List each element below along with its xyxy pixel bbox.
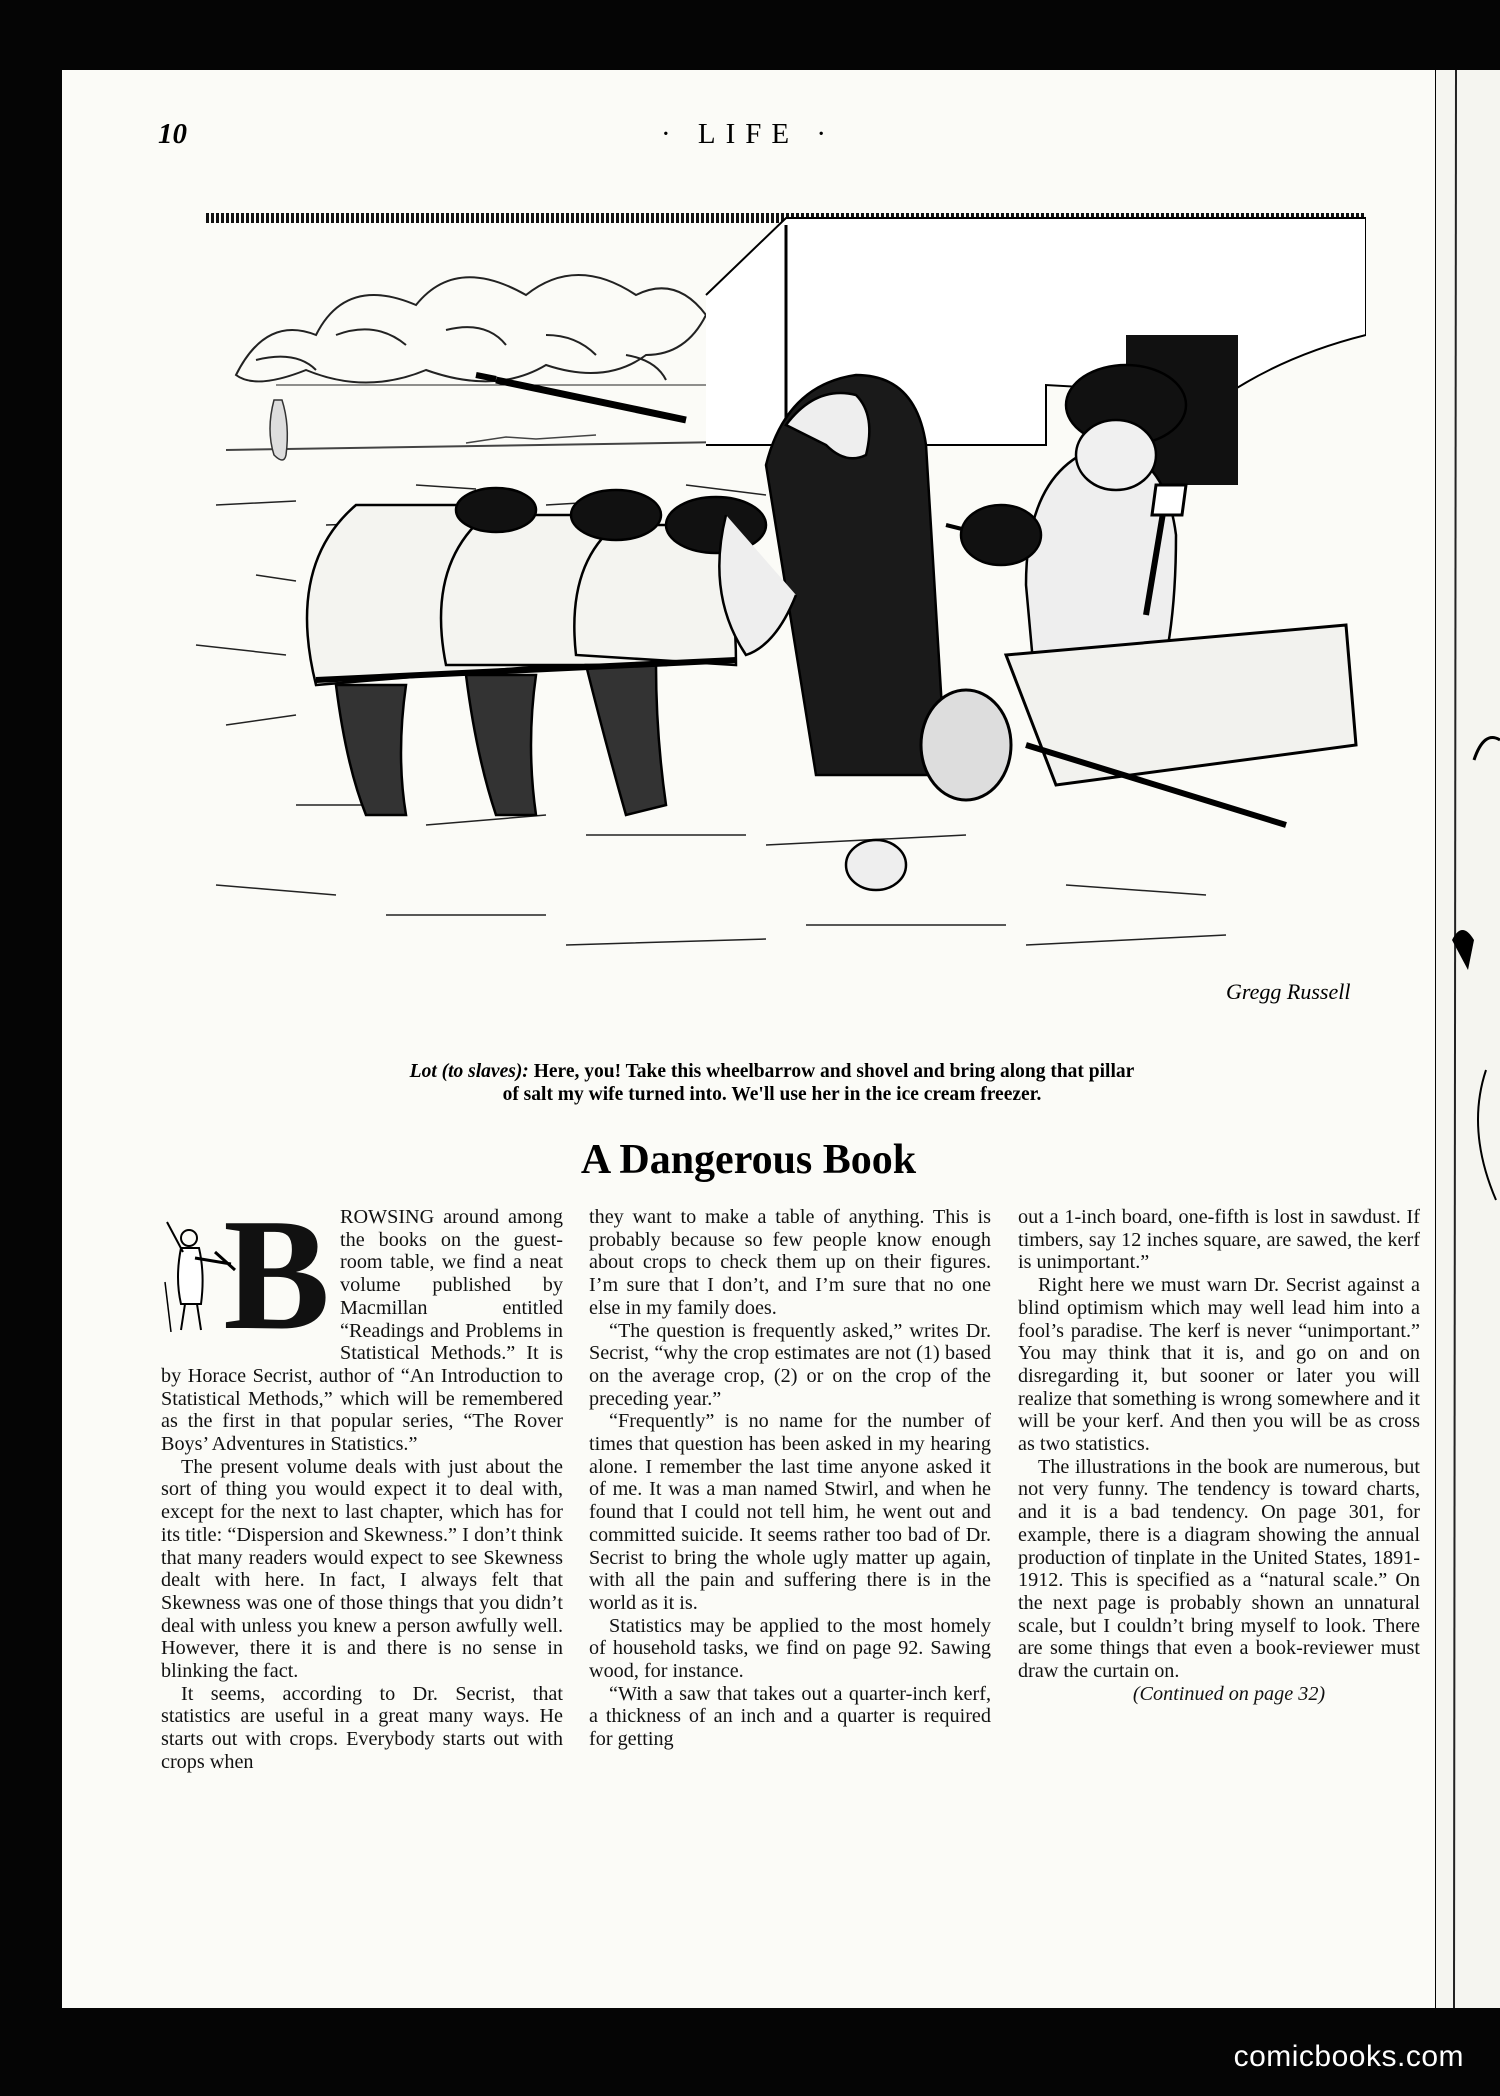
paragraph: “The question is frequently asked,” writes Dr. Secrist, “why the crop estimates are not (1) based on the average crop, (2) or on the crop of the preceding year.” bbox=[589, 1319, 991, 1410]
paragraph: Right here we must warn Dr. Secrist against a blind optimism which may well lead him into a fool’s paradise. The kerf is never “unimportant.” You may think that it is, and go on and on disregarding it, but sooner or later you will realize that something is wrong somewhere and it will be your kerf. And then you will be as cross as two statistics. bbox=[1018, 1274, 1420, 1456]
paragraph: ROWSING around among the books on the guest-room table, we find a neat volume published by Macmillan entitled “Readings and Problems in Statistical Methods.” It is by Horace Secrist, author of “An Introduction to Statistical Methods,” which will be remembered as the first in that popular series, “The Rover Boys’ Adventures in Statistics.” bbox=[161, 1206, 563, 1456]
page-number: 10 bbox=[158, 118, 187, 150]
article-title: A Dangerous Book bbox=[580, 1137, 917, 1183]
paragraph: “With a saw that takes out a quarter-inch kerf, a thickness of an inch and a quarter is required for getting bbox=[589, 1682, 991, 1751]
magazine-page bbox=[62, 70, 1435, 2008]
article-column-1 bbox=[161, 1185, 563, 1774]
slaves-drawing bbox=[307, 488, 766, 815]
adjacent-page-edge bbox=[1436, 70, 1500, 2008]
dropcap bbox=[159, 1185, 336, 1363]
running-title: · LIFE · bbox=[660, 118, 837, 150]
paragraph: It seems, according to Dr. Secrist, that statistics are useful in a great many ways. He starts out with crops. Everybody starts out with crops when bbox=[161, 1682, 563, 1773]
artist-signature: Gregg Russell bbox=[1226, 979, 1351, 1004]
caption-line-1: Here, you! Take this wheelbarrow and shovel and bring along that pillar bbox=[528, 1061, 1135, 1082]
site-watermark: comicbooks.com bbox=[1233, 2040, 1464, 2073]
caption-line-2: of salt my wife turned into. We'll use her in the ice cream freezer. bbox=[502, 1084, 1042, 1105]
paragraph: The illustrations in the book are numerous, but not very funny. The tendency is toward charts, and it is a bad tendency. On page 301, for example, there is a diagram showing the annual production of tinplate in the United States, 1891-1912. This is specified as a “natural scale.” On the next page is probably shown an unnatural scale, but I couldn’t bring myself to look. There are some things that even a book-reviewer must draw the curtain on. bbox=[1018, 1455, 1420, 1683]
cloud-drawing bbox=[236, 275, 706, 385]
paragraph: they want to make a table of anything. This is probably because so few people know enough about crops to check them up on their figures. I’m sure that I don’t, and I’m sure that no one else in my family does. bbox=[589, 1206, 991, 1319]
paragraph: out a 1-inch board, one-fifth is lost in sawdust. If timbers, say 12 inches square, are sawed, the kerf is unimportant.” bbox=[1018, 1206, 1420, 1274]
dropcap-letter: B bbox=[223, 1185, 330, 1363]
article-column-3 bbox=[1018, 1206, 1420, 1705]
cartoon-illustration bbox=[166, 185, 1366, 1035]
cartoon-caption bbox=[242, 1060, 1302, 1106]
continued-note: (Continued on page 32) bbox=[1132, 1682, 1326, 1705]
paragraph: Statistics may be applied to the most homely of household tasks, we find on page 92. Sawing wood, for instance. bbox=[589, 1614, 991, 1683]
paragraph: “Frequently” is no name for the number of times that question has been asked in my hearing alone. I remember the last time anyone asked it of me. It was a man named Stwirl, and when he found that I could not tell him, he went out and committed suicide. It seems rather too bad of Dr. Secrist to bring the whole ugly matter up again, with all the pain and suffering there is in the world as it is. bbox=[589, 1410, 991, 1614]
paragraph: The present volume deals with just about the sort of thing you would expect it to deal with, except for the next to last chapter, which has for its title: “Dispersion and Skewness.” I don’t think that many readers would expect to see Skewness dealt with here. In fact, I always felt that Skewness was one of those things that you didn’t deal with unless you knew a person awfully well. However, there it is and there is no sense in blinking the fact. bbox=[161, 1455, 563, 1683]
caption-speaker: Lot (to slaves): bbox=[409, 1061, 529, 1082]
article-column-2 bbox=[589, 1206, 991, 1751]
